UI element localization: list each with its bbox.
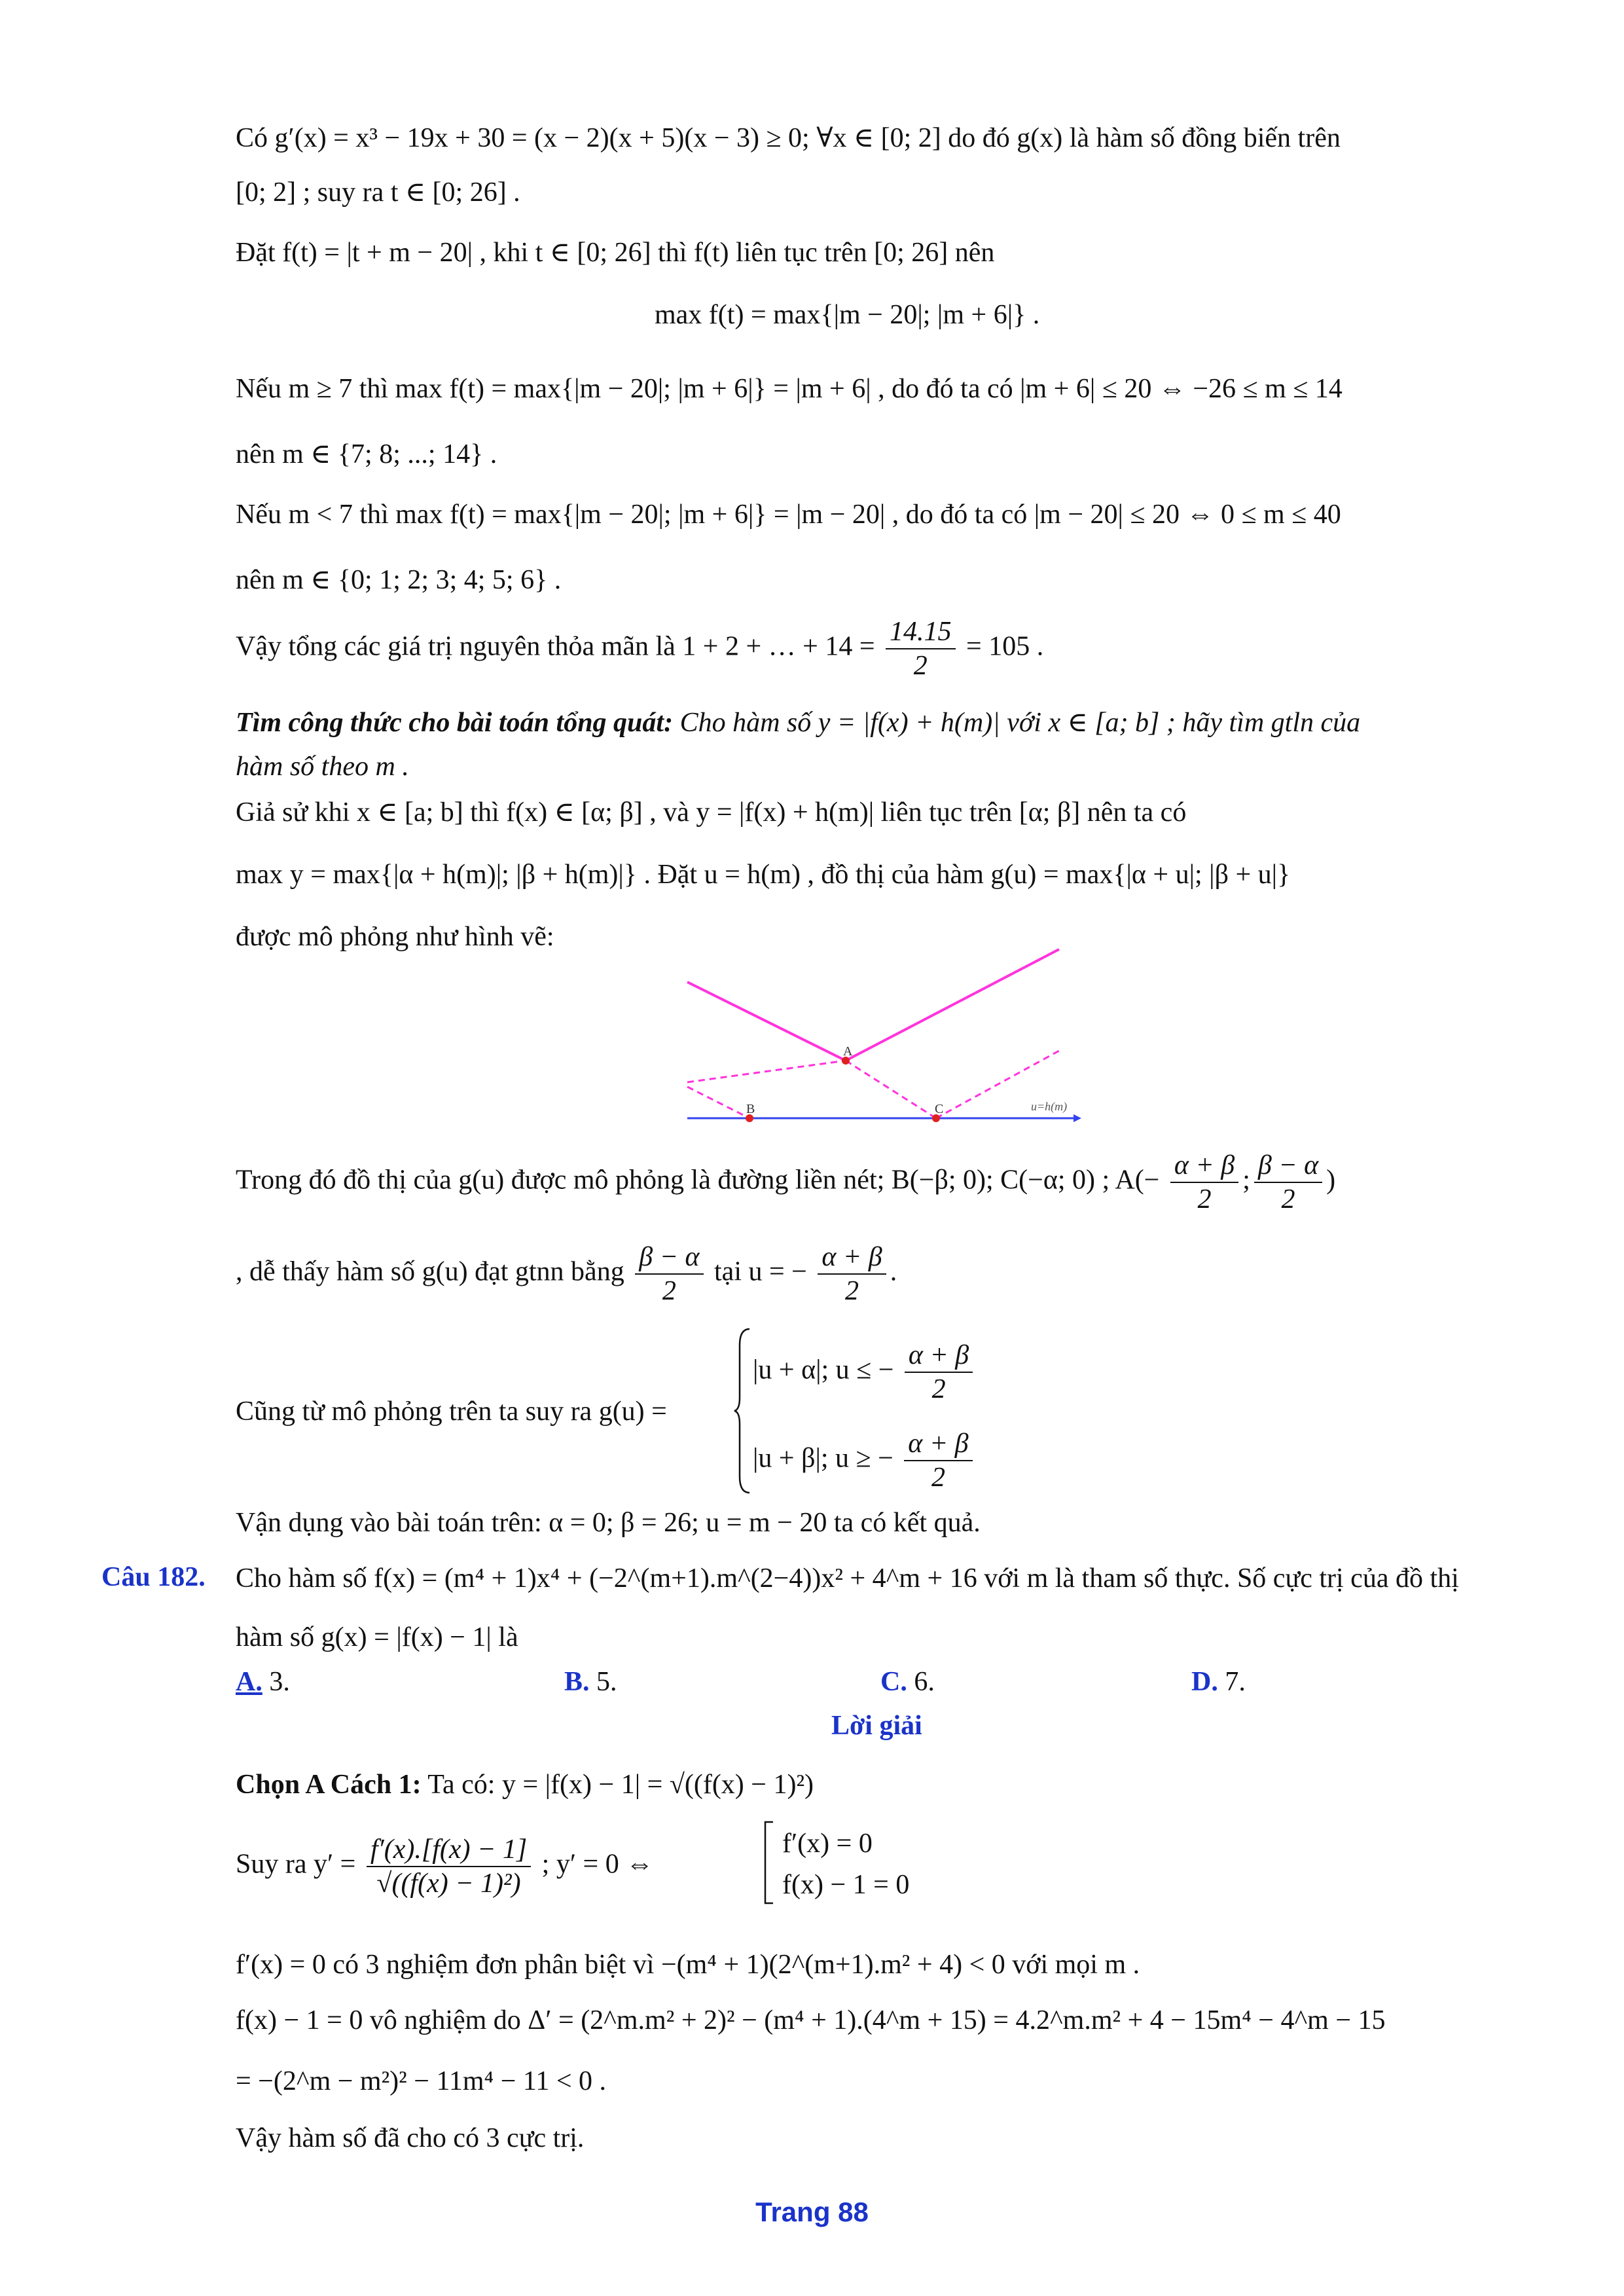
dashed-left-line-2 [687, 1087, 749, 1118]
derivative-intro: Suy ra y′ = [236, 1849, 356, 1880]
description-text: Trong đó đồ thị của g(u) được mô phỏng là đường liền nét; B(−β; 0); C(−α; 0) ; A(− [236, 1165, 1160, 1195]
text-line-1: Có g′(x) = x³ − 19x + 30 = (x − 2)(x + 5)(x − 3) ≥ 0; ∀x ∈ [0; 2] do đó g(x) là hàm số đồng biến trên [236, 123, 1341, 153]
derivative-zero-text: ; y′ = 0 ⇔ [541, 1849, 654, 1880]
answer-option-b[interactable] [564, 1666, 617, 1698]
answer-c-letter: C. [880, 1667, 907, 1697]
piecewise-case-2-text: |u + β|; u ≥ − [753, 1443, 893, 1474]
minimum-at-denominator: 2 [845, 1276, 859, 1306]
point-a-y-denominator: 2 [1281, 1184, 1295, 1214]
solution-conclusion: Vậy hàm số đã cho có 3 cực trị. [236, 2123, 585, 2153]
text-line-7: Nếu m < 7 thì max f(t) = max{|m − 20|; |m + 6|} = |m − 20| , do đó ta có |m − 20| ≤ 20 ⇔ 0 ≤ m ≤ 40 [236, 500, 1341, 530]
text-line-3: Đặt f(t) = |t + m − 20| , khi t ∈ [0; 26] thì f(t) liên tục trên [0; 26] nên [236, 238, 995, 268]
derivative-fraction [367, 1833, 531, 1900]
point-a-x-denominator: 2 [1197, 1184, 1212, 1214]
axis-arrow [1074, 1114, 1081, 1122]
minimum-fraction [635, 1241, 703, 1307]
minimum-period: . [890, 1256, 897, 1287]
piecewise-case-2 [753, 1427, 977, 1494]
case-f-minus-one-zero: f(x) − 1 = 0 [782, 1870, 910, 1900]
piecewise-case-1-fraction [905, 1339, 973, 1406]
answer-option-c[interactable] [880, 1666, 935, 1698]
point-a-separator: ; [1242, 1165, 1250, 1195]
answer-a-letter: A. [236, 1667, 262, 1697]
text-line-11 [236, 750, 409, 784]
label-c: C [935, 1102, 944, 1116]
derivative-denominator: √((f(x) − 1)²) [376, 1868, 521, 1899]
point-a-close: ) [1326, 1165, 1336, 1195]
solution-choice: Chọn A Cách 1: [236, 1770, 422, 1800]
answer-d-letter: D. [1191, 1667, 1218, 1697]
text-line-11-text: hàm số theo m . [236, 752, 409, 782]
axis-label: u=h(m) [1031, 1100, 1068, 1113]
piecewise-case-1-denominator: 2 [931, 1374, 946, 1404]
answer-option-d[interactable] [1191, 1666, 1246, 1698]
sum-line [236, 615, 1043, 682]
general-formula-line [236, 706, 1360, 740]
dashed-middle-line [846, 1061, 936, 1118]
derivative-numerator: f′(x).[f(x) − 1] [367, 1833, 531, 1867]
solution-heading: Lời giải [831, 1711, 922, 1741]
text-line-2: [0; 2] ; suy ra t ∈ [0; 26] . [236, 177, 520, 208]
text-line-5: Nếu m ≥ 7 thì max f(t) = max{|m − 20|; |m + 6|} = |m + 6| , do đó ta có |m + 6| ≤ 20 ⇔ −26 ≤ m ≤ 14 [236, 374, 1343, 404]
page-number: Trang 88 [755, 2196, 869, 2227]
sum-numerator: 14.15 [886, 615, 956, 649]
solution-line-3: f′(x) = 0 có 3 nghiệm đơn phân biệt vì −(m⁴ + 1)(2^(m+1).m² + 4) < 0 với mọi m . [236, 1950, 1140, 1980]
sum-text: Vậy tổng các giá trị nguyên thỏa mãn là 1 + 2 + … + 14 = [236, 631, 875, 662]
piecewise-case-1-text: |u + α|; u ≤ − [753, 1355, 894, 1385]
point-a-x-fraction [1170, 1149, 1238, 1216]
minimum-numerator: β − α [635, 1241, 703, 1275]
gu-graph-figure [681, 943, 1100, 1133]
minimum-denominator: 2 [662, 1276, 676, 1306]
answer-b-text: 5. [589, 1667, 617, 1697]
solution-line-4: f(x) − 1 = 0 vô nghiệm do Δ′ = (2^m.m² + 2)² − (m⁴ + 1).(4^m + 15) = 4.2^m.m² + 4 − 15m⁴ − 4^m − 15 [236, 2005, 1386, 2035]
dashed-left-line [687, 1061, 846, 1082]
minimum-line [236, 1241, 897, 1307]
solution-line-5: = −(2^m − m²)² − 11m⁴ − 11 < 0 . [236, 2066, 607, 2096]
minimum-at-numerator: α + β [818, 1241, 886, 1275]
piecewise-case-2-numerator: α + β [904, 1427, 972, 1461]
question-line-1: Cho hàm số f(x) = (m⁴ + 1)x⁴ + (−2^(m+1).m^(2−4))x² + 4^m + 16 với m là tham số thực. Số cực trị của đồ thị [236, 1563, 1459, 1594]
text-line-13: max y = max{|α + h(m)|; |β + h(m)|} . Đặt u = h(m) , đồ thị của hàm g(u) = max{|α + u|; |β + u|} [236, 860, 1291, 890]
cases-bracket [763, 1820, 776, 1905]
label-a: A [843, 1044, 853, 1059]
solution-line-1 [236, 1768, 814, 1802]
answer-d-text: 7. [1218, 1667, 1246, 1697]
sum-denominator: 2 [913, 651, 928, 681]
text-line-4: max f(t) = max{|m − 20|; |m + 6|} . [655, 300, 1040, 330]
text-line-8: nên m ∈ {0; 1; 2; 3; 4; 5; 6} . [236, 565, 562, 595]
label-b: B [746, 1102, 755, 1116]
answer-a-text: 3. [262, 1667, 290, 1697]
text-line-6: nên m ∈ {7; 8; ...; 14} . [236, 439, 497, 469]
point-a-x-numerator: α + β [1170, 1149, 1238, 1183]
general-formula-text: Cho hàm số y = |f(x) + h(m)| với x ∈ [a; b] ; hãy tìm gtln của [673, 708, 1361, 738]
description-line [236, 1149, 1335, 1216]
general-formula-title: Tìm công thức cho bài toán tổng quát: [236, 708, 674, 738]
text-line-12: Giả sử khi x ∈ [a; b] thì f(x) ∈ [α; β] , và y = |f(x) + h(m)| liên tục trên [α; β] nên ta có [236, 797, 1187, 828]
question-line-2: hàm số g(x) = |f(x) − 1| là [236, 1622, 518, 1652]
point-a-y-numerator: β − α [1254, 1149, 1322, 1183]
piecewise-case-2-denominator: 2 [931, 1463, 945, 1493]
minimum-at-fraction [818, 1241, 886, 1307]
minimum-text: , dễ thấy hàm số g(u) đạt gtnn bằng [236, 1256, 624, 1287]
derivative-line [236, 1833, 653, 1900]
question-label: Câu 182. [101, 1562, 206, 1592]
piecewise-intro: Cũng từ mô phỏng trên ta suy ra g(u) = [236, 1396, 667, 1427]
piecewise-brace [733, 1326, 753, 1496]
point-a-y-fraction [1254, 1149, 1322, 1216]
sum-fraction [886, 615, 956, 682]
piecewise-case-1-numerator: α + β [905, 1339, 973, 1373]
application-line: Vận dụng vào bài toán trên: α = 0; β = 26; u = m − 20 ta có kết quả. [236, 1508, 981, 1538]
answer-b-letter: B. [564, 1667, 590, 1697]
case-derivative-zero: f′(x) = 0 [782, 1829, 873, 1859]
text-line-14: được mô phỏng như hình vẽ: [236, 922, 554, 952]
answer-option-a[interactable] [236, 1666, 290, 1698]
solid-left-branch [687, 982, 846, 1061]
piecewise-case-1 [753, 1339, 977, 1406]
piecewise-case-2-fraction [904, 1427, 972, 1494]
solution-line-1-text: Ta có: y = |f(x) − 1| = √((f(x) − 1)²) [421, 1770, 814, 1800]
solid-right-branch [846, 949, 1059, 1061]
minimum-at-text: tại u = − [714, 1256, 807, 1287]
answer-c-text: 6. [907, 1667, 935, 1697]
sum-result: = 105 . [966, 631, 1044, 662]
